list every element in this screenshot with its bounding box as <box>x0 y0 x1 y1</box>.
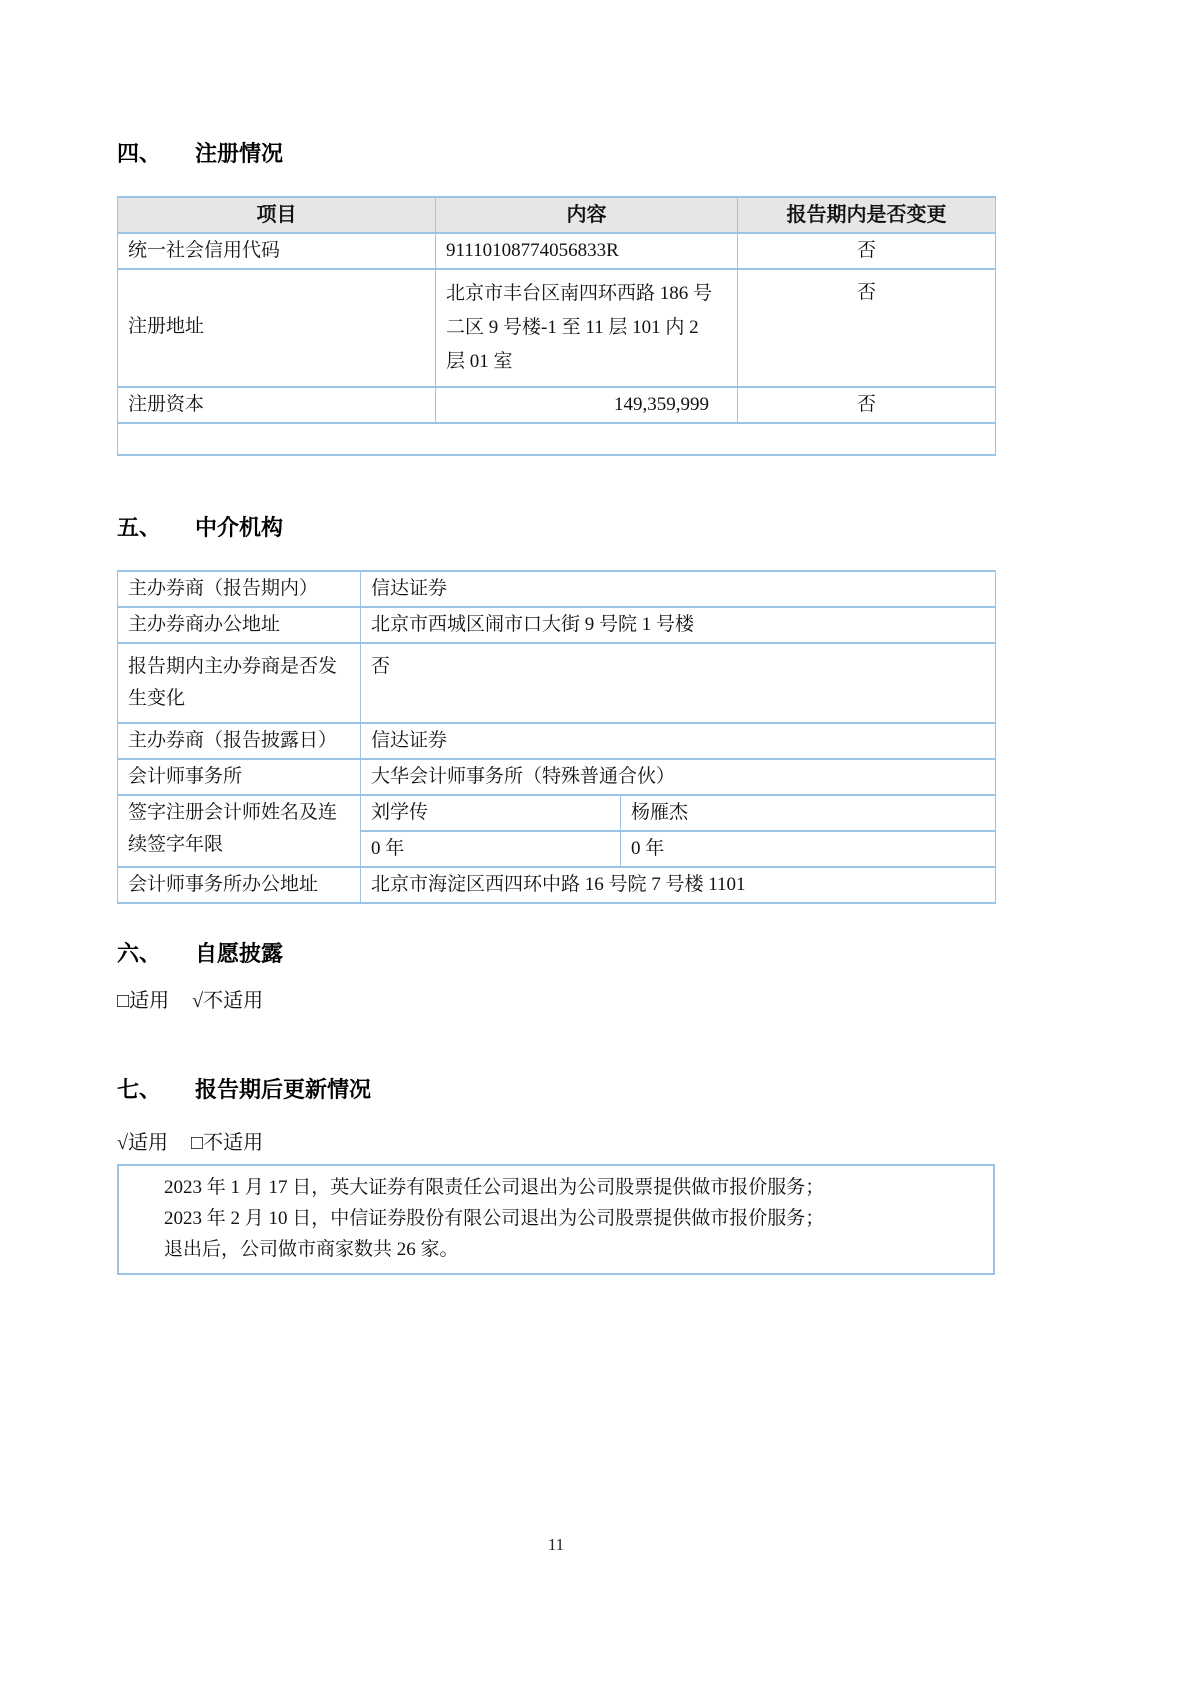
cell-value: 否 <box>361 643 996 723</box>
table-header-row <box>118 197 996 233</box>
cell-content: 91110108774056833R <box>436 233 738 269</box>
cell-label: 签字注册会计师姓名及连续签字年限 <box>118 795 361 867</box>
table-row <box>118 269 996 387</box>
section-number: 六、 <box>117 941 162 966</box>
cell-label: 主办券商办公地址 <box>118 607 361 643</box>
cell-accountant-name: 杨雁杰 <box>621 795 996 831</box>
header-changed: 报告期内是否变更 <box>738 197 996 233</box>
table-empty-row <box>118 423 996 455</box>
section-title: 自愿披露 <box>195 941 284 966</box>
table-row <box>118 867 996 903</box>
intermediary-table <box>117 570 996 904</box>
cell-changed: 否 <box>738 269 996 387</box>
checkbox-apply-option: √适用 <box>117 1132 168 1154</box>
section-title: 中介机构 <box>195 515 284 540</box>
cell-value: 信达证券 <box>361 571 996 607</box>
address-line: 层 01 室 <box>446 351 513 372</box>
table-row <box>118 607 996 643</box>
header-content: 内容 <box>436 197 738 233</box>
applicability-line-update <box>117 1130 995 1156</box>
cell-item: 统一社会信用代码 <box>118 233 436 269</box>
cell-changed: 否 <box>738 233 996 269</box>
section-heading-registration <box>117 140 995 168</box>
cell-value: 大华会计师事务所（特殊普通合伙） <box>361 759 996 795</box>
address-line: 北京市丰台区南四环西路 186 号 <box>446 283 713 304</box>
empty-cell <box>118 423 996 455</box>
cell-label: 主办券商（报告披露日） <box>118 723 361 759</box>
table-row <box>118 233 996 269</box>
cell-value: 北京市海淀区西四环中路 16 号院 7 号楼 1101 <box>361 867 996 903</box>
section-number: 五、 <box>117 515 162 540</box>
section-title: 报告期后更新情况 <box>195 1077 372 1102</box>
table-row <box>118 387 996 423</box>
update-line: 2023 年 1 月 17 日，英大证券有限责任公司退出为公司股票提供做市报价服务； <box>164 1177 825 1198</box>
update-line: 2023 年 2 月 10 日，中信证券股份有限公司退出为公司股票提供做市报价服务； <box>164 1208 825 1229</box>
cell-accountant-years: 0 年 <box>361 831 621 867</box>
header-item: 项目 <box>118 197 436 233</box>
page-content <box>117 0 995 1275</box>
section-title: 注册情况 <box>195 141 284 166</box>
section-heading-intermediary <box>117 514 995 542</box>
cell-value: 北京市西城区闹市口大街 9 号院 1 号楼 <box>361 607 996 643</box>
section-number: 四、 <box>117 141 162 166</box>
applicability-line-voluntary <box>117 988 995 1014</box>
section-heading-voluntary-disclosure <box>117 940 995 968</box>
cell-item <box>118 269 436 387</box>
cell-accountant-name: 刘学传 <box>361 795 621 831</box>
cell-accountant-years: 0 年 <box>621 831 996 867</box>
cell-label: 主办券商（报告期内） <box>118 571 361 607</box>
table-row <box>118 759 996 795</box>
cell-value: 信达证券 <box>361 723 996 759</box>
update-details-box <box>117 1164 995 1275</box>
section-number: 七、 <box>117 1077 162 1102</box>
update-line: 退出后，公司做市商家数共 26 家。 <box>164 1239 459 1260</box>
table-row-accountant-names <box>118 795 996 831</box>
table-row <box>118 571 996 607</box>
cell-label: 会计师事务所 <box>118 759 361 795</box>
registration-table <box>117 196 996 456</box>
cell-item: 注册资本 <box>118 387 436 423</box>
checkbox-not-apply-option: √不适用 <box>192 990 264 1012</box>
address-line: 二区 9 号楼-1 至 11 层 101 内 2 <box>446 317 699 338</box>
cell-content: 149,359,999 <box>436 387 738 423</box>
cell-changed: 否 <box>738 387 996 423</box>
cell-item-label: 注册地址 <box>128 316 205 337</box>
cell-label: 会计师事务所办公地址 <box>118 867 361 903</box>
table-row <box>118 723 996 759</box>
page-number: 11 <box>547 1535 565 1554</box>
section-heading-post-period-update <box>117 1076 995 1104</box>
checkbox-not-apply-option: □不适用 <box>190 1132 264 1154</box>
cell-label: 报告期内主办券商是否发生变化 <box>118 643 361 723</box>
table-row <box>118 643 996 723</box>
checkbox-apply-option: □适用 <box>117 990 170 1012</box>
cell-content <box>436 269 738 387</box>
